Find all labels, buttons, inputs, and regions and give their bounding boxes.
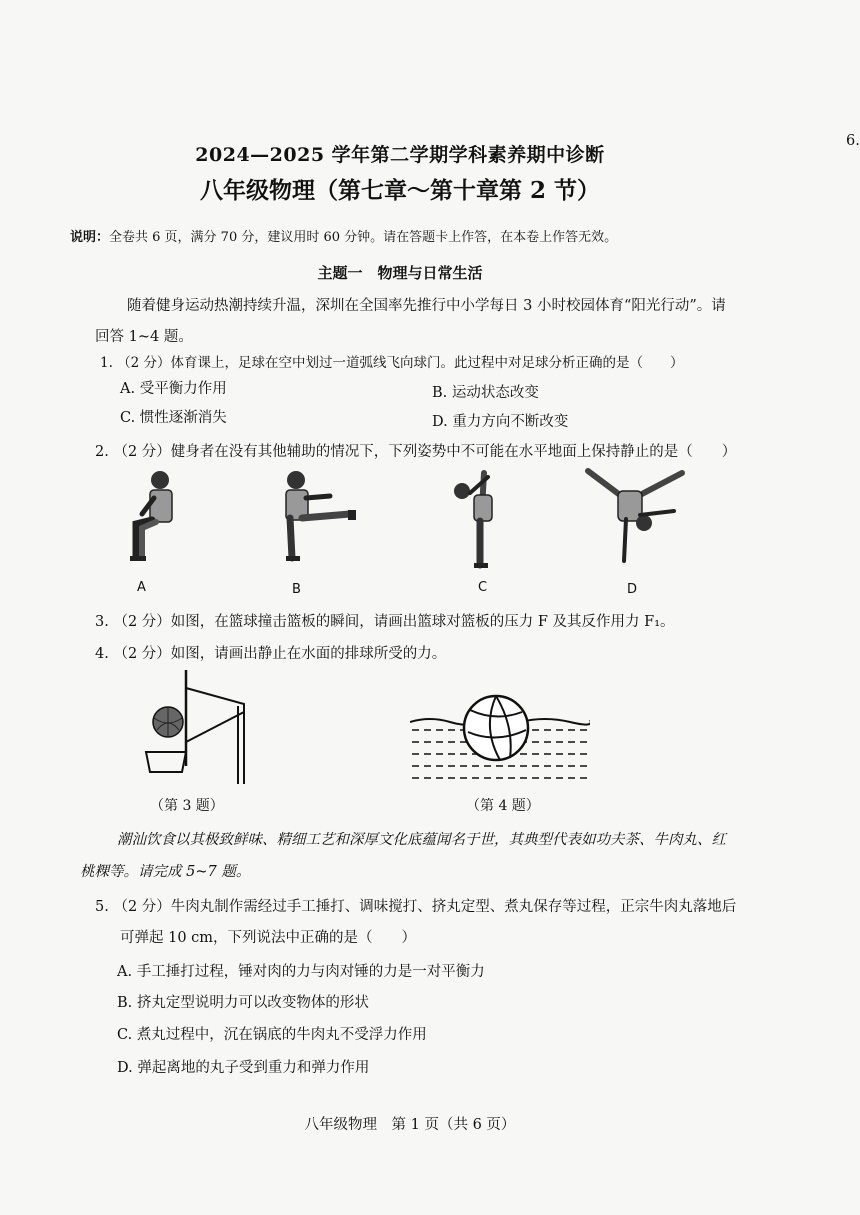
question-5-stem-line1: 5. （2 分）牛肉丸制作需经过手工捶打、调味搅打、挤丸定型、煮丸保存等过程，正宗牛肉丸落地后 bbox=[95, 899, 737, 915]
section-intro2-line1: 潮汕饮食以其极致鲜味、精细工艺和深厚文化底蕴闻名于世，其典型代表如功夫茶、牛肉丸、红 bbox=[117, 832, 726, 848]
exam-instructions bbox=[70, 226, 617, 245]
exam-subtitle: 八年级物理（第七章～第十章第 2 节） bbox=[199, 177, 601, 204]
section-intro-line2: 回答 1~4 题。 bbox=[95, 329, 193, 345]
pose-figure-a bbox=[120, 468, 190, 568]
section-intro2-line2: 桃粿等。请完成 5~7 题。 bbox=[80, 864, 251, 880]
exam-title: 2024—2025 学年第二学期学科素养期中诊断 bbox=[195, 144, 605, 166]
section-title: 主题一 物理与日常生活 bbox=[317, 264, 483, 282]
question-1-stem: 1. （2 分）体育课上，足球在空中划过一道弧线飞向球门。此过程中对足球分析正确的是（ ） bbox=[100, 355, 684, 371]
section-intro-line1: 随着健身运动热潮持续升温，深圳在全国率先推行中小学每日 3 小时校园体育“阳光行动”。请 bbox=[127, 298, 726, 314]
q5-option-b: B. 挤丸定型说明力可以改变物体的形状 bbox=[117, 995, 369, 1011]
pose-figure-c bbox=[450, 465, 510, 575]
instructions-label: 说明： bbox=[70, 230, 110, 245]
page-footer: 八年级物理 第 1 页（共 6 页） bbox=[304, 1117, 516, 1133]
question-2-stem: 2. （2 分）健身者在没有其他辅助的情况下，下列姿势中不可能在水平地面上保持静止的是（ ） bbox=[95, 444, 737, 460]
pose-label-d: D bbox=[627, 582, 638, 597]
q1-option-d: D. 重力方向不断改变 bbox=[432, 414, 569, 430]
volleyball-water-figure bbox=[410, 692, 590, 784]
pose-label-a: A bbox=[137, 580, 146, 595]
question-5-stem-line2: 可弹起 10 cm，下列说法中正确的是（ ） bbox=[120, 930, 417, 946]
q5-option-c: C. 煮丸过程中，沉在锅底的牛肉丸不受浮力作用 bbox=[117, 1027, 427, 1043]
q5-option-a: A. 手工捶打过程，锤对肉的力与肉对锤的力是一对平衡力 bbox=[117, 964, 485, 980]
pose-label-c: C bbox=[478, 580, 488, 595]
question-3-stem: 3. （2 分）如图，在篮球撞击篮板的瞬间，请画出篮球对篮板的压力 F 及其反作用力 F₁。 bbox=[95, 614, 675, 630]
question-4-stem: 4. （2 分）如图，请画出静止在水面的排球所受的力。 bbox=[95, 646, 447, 662]
q5-option-d: D. 弹起离地的丸子受到重力和弹力作用 bbox=[117, 1060, 370, 1076]
corner-mark: 6. bbox=[846, 133, 860, 149]
figure-4-caption: （第 4 题） bbox=[466, 798, 540, 814]
q1-option-a: A. 受平衡力作用 bbox=[120, 381, 227, 397]
pose-figure-b bbox=[268, 470, 363, 570]
instructions-text: 全卷共 6 页，满分 70 分，建议用时 60 分钟。请在答题卡上作答，在本卷上作答无效。 bbox=[109, 230, 618, 245]
q1-option-b: B. 运动状态改变 bbox=[432, 385, 539, 401]
q1-option-c: C. 惯性逐渐消失 bbox=[120, 410, 227, 426]
pose-figure-d bbox=[578, 465, 693, 570]
figure-3-caption: （第 3 题） bbox=[150, 798, 224, 814]
pose-label-b: B bbox=[292, 582, 301, 597]
basketball-hoop-figure bbox=[140, 668, 260, 790]
